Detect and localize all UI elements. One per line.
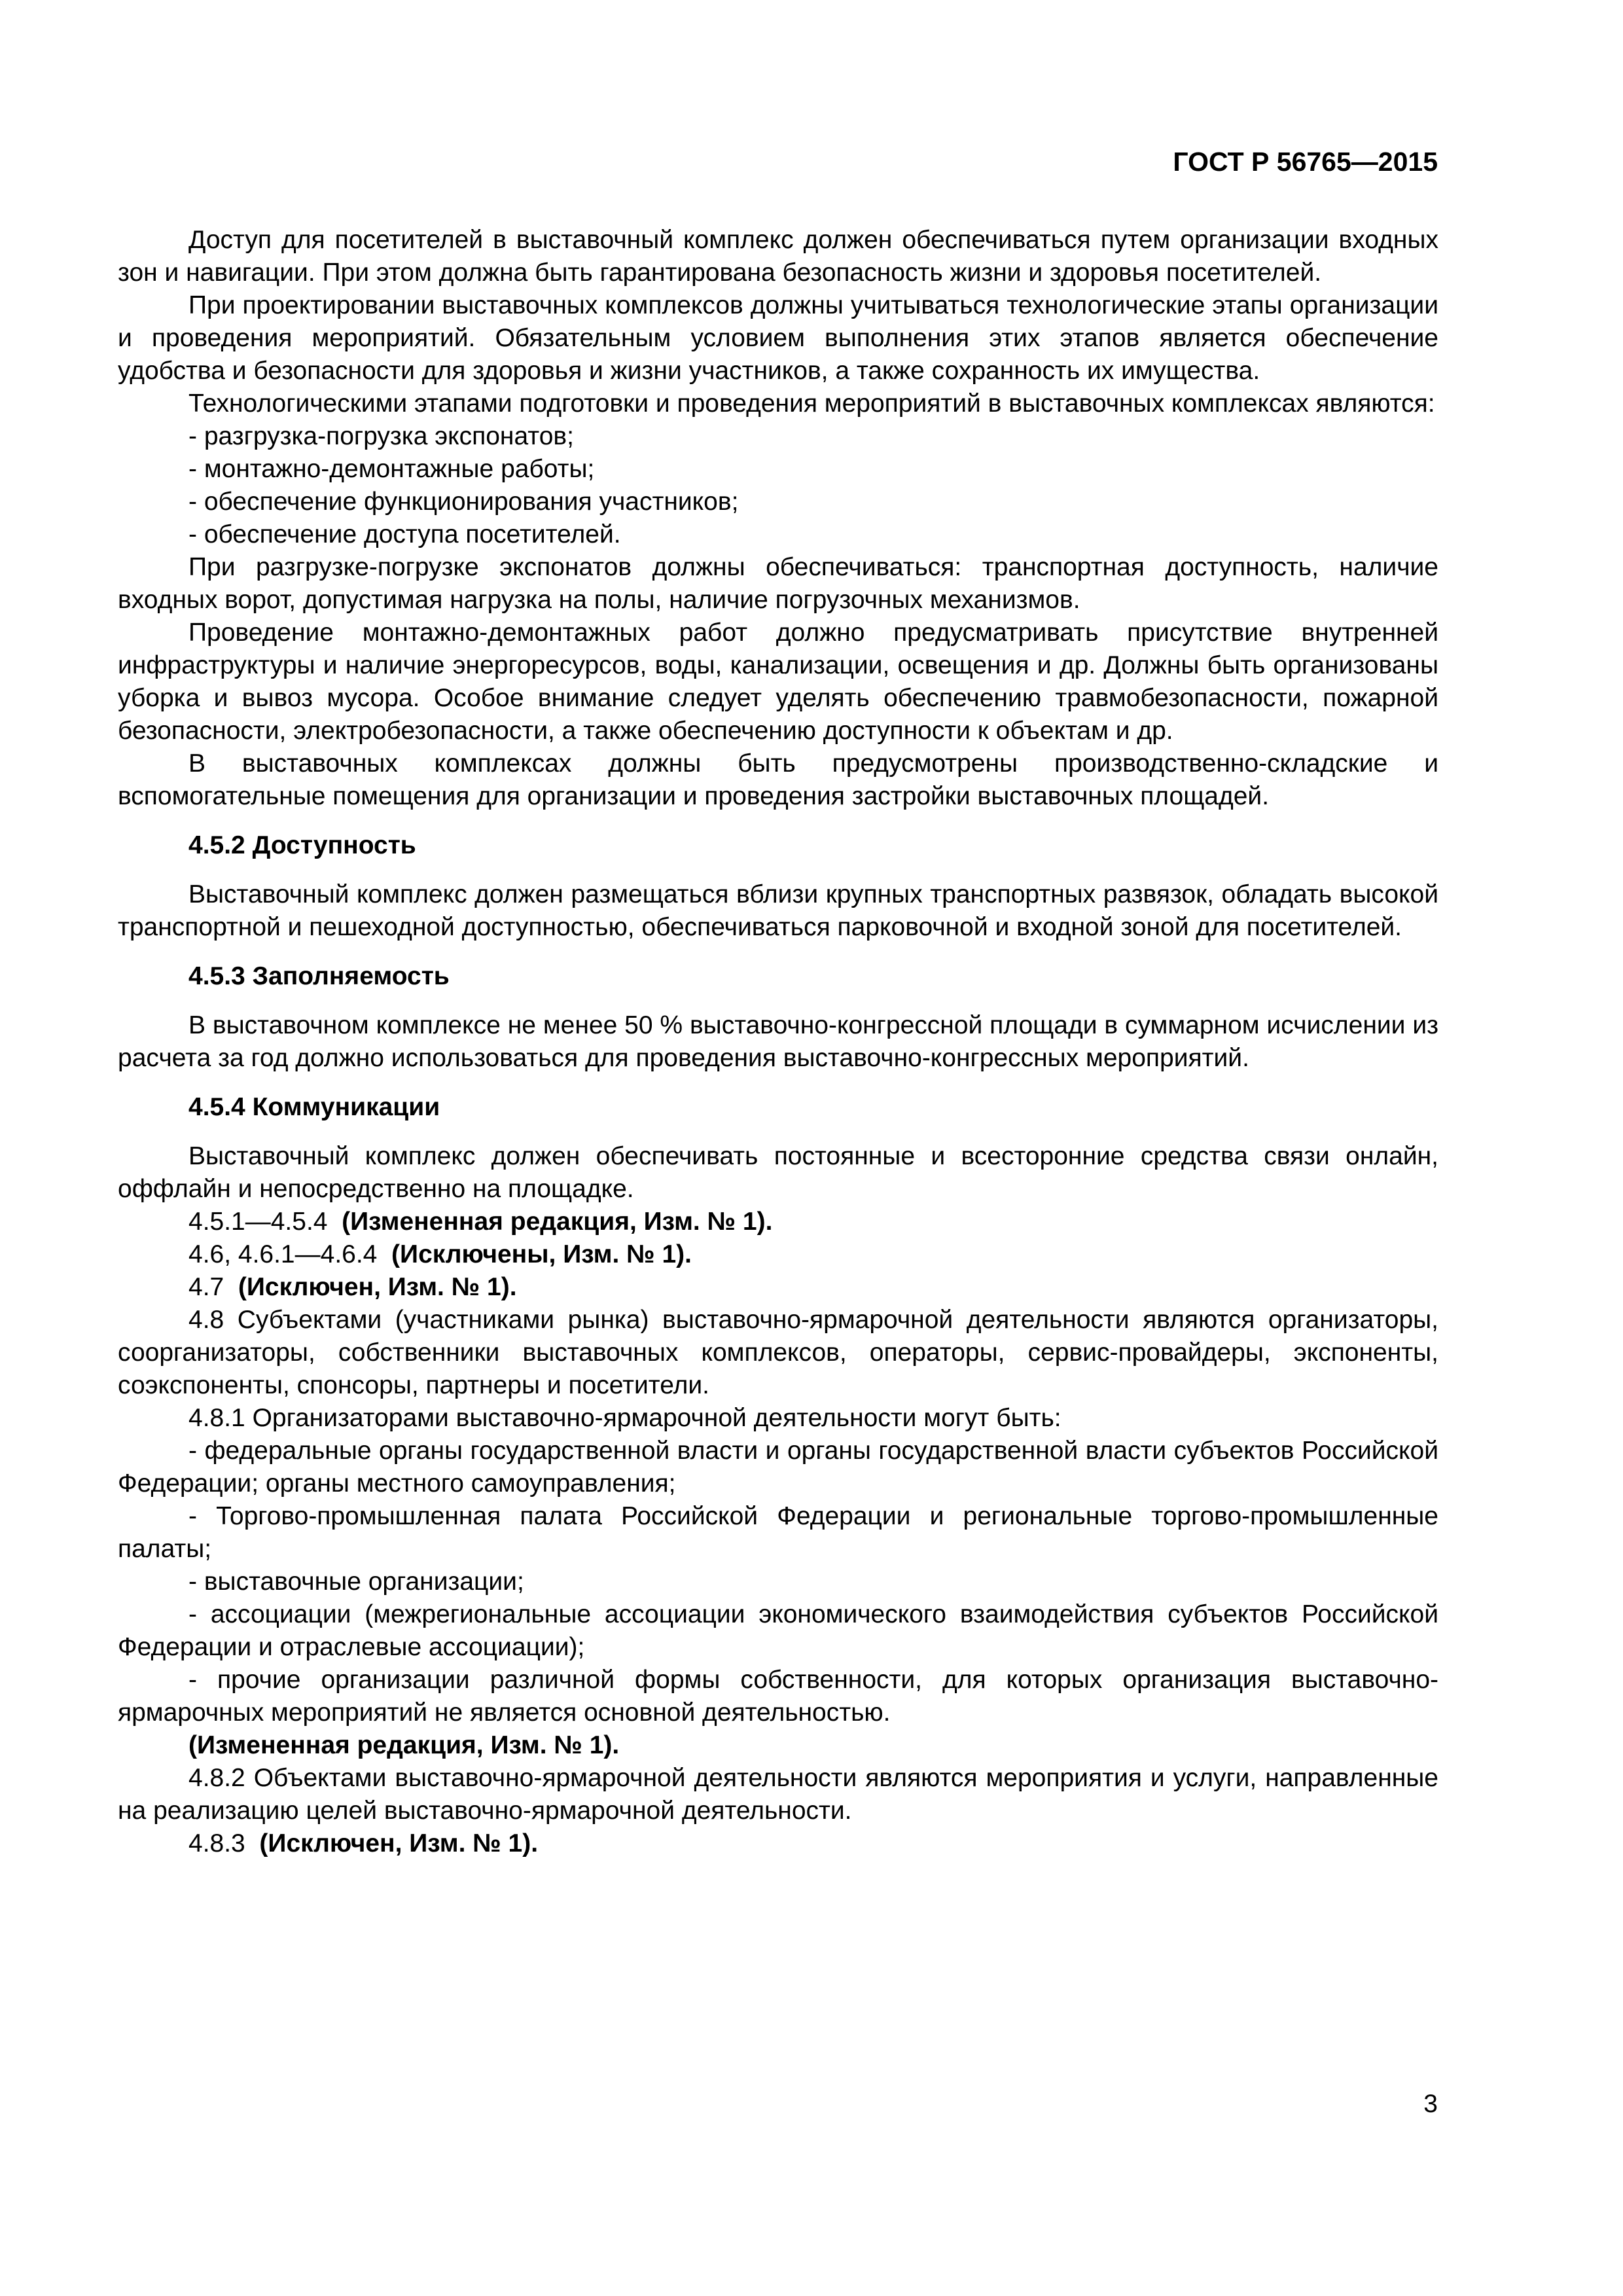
amendment-text: (Измененная редакция, Изм. № 1). <box>188 1731 620 1759</box>
amendment-note <box>118 1206 1438 1238</box>
clause-number: 4.5.1—4.5.4 <box>188 1208 328 1236</box>
paragraph-design-stages: При проектировании выставочных комплексов должны учитываться технологические этапы организации и проведения мероприятий. Обязательным условием выполнения этих этапов является обеспечение удобства и безопасности для здоровья и жизни участников, а также сохранность их имущества. <box>118 291 1438 385</box>
clause-number: 4.8.3 <box>188 1829 245 1857</box>
paragraph-loading: При разгрузке-погрузке экспонатов должны обеспечиваться: транспортная доступность, наличие входных ворот, допустимая нагрузка на полы, наличие погрузочных механизмов. <box>118 553 1438 614</box>
page-number: 3 <box>1423 2090 1438 2118</box>
paragraph-assembly: Проведение монтажно-демонтажных работ должно предусматривать присутствие внутренней инфраструктуры и наличие энергоресурсов, воды, канализации, освещения и др. Должны быть организованы уборка и вывоз мусора. Особое внимание следует уделять обеспечению травмобезопасности, пожарной безопасности, электробезопасности, а также обеспечению доступности к объектам и др. <box>118 619 1438 745</box>
list-item: - выставочные организации; <box>188 1568 524 1596</box>
list-item: - разгрузка-погрузка экспонатов; <box>188 422 574 450</box>
paragraph-accessibility: Выставочный комплекс должен размещаться вблизи крупных транспортных развязок, обладать высокой транспортной и пешеходной доступностью, обеспечиваться парковочной и входной зоной для посетителей. <box>118 880 1438 941</box>
list-item: - федеральные органы государственной власти и органы государственной власти субъектов Российской Федерации; органы местного самоуправления; <box>118 1437 1438 1498</box>
paragraph-objects: 4.8.2 Объектами выставочно-ярмарочной деятельности являются мероприятия и услуги, направленные на реализацию целей выставочно-ярмарочной деятельности. <box>118 1764 1438 1825</box>
clause-number: 4.6, 4.6.1—4.6.4 <box>188 1240 378 1268</box>
amendment-text: (Исключены, Изм. № 1). <box>391 1240 692 1268</box>
list-item: - ассоциации (межрегиональные ассоциации экономического взаимодействия субъектов Российской Федерации и отраслевые ассоциации); <box>118 1600 1438 1661</box>
amendment-note <box>118 1729 1438 1762</box>
section-heading-accessibility: 4.5.2 Доступность <box>188 831 416 859</box>
list-item: - прочие организации различной формы собственности, для которых организация выставочно-ярмарочных мероприятий не является основной деятельностью. <box>118 1666 1438 1727</box>
paragraph-subjects: 4.8 Субъектами (участниками рынка) выставочно-ярмарочной деятельности являются организаторы, соорганизаторы, собственники выставочных комплексов, операторы, сервис-провайдеры, экспоненты, соэкспоненты, спонсоры, партнеры и посетители. <box>118 1306 1438 1399</box>
paragraph-communications: Выставочный комплекс должен обеспечивать постоянные и всесторонние средства связи онлайн, оффлайн и непосредственно на площадке. <box>118 1142 1438 1203</box>
amendment-note <box>118 1238 1438 1271</box>
section-heading-communications: 4.5.4 Коммуникации <box>188 1093 440 1121</box>
paragraph-stages-intro: Технологическими этапами подготовки и проведения мероприятий в выставочных комплексах являются: <box>188 389 1435 418</box>
paragraph-organizers-intro: 4.8.1 Организаторами выставочно-ярмарочной деятельности могут быть: <box>188 1404 1061 1432</box>
document-id-header: ГОСТ Р 56765—2015 <box>1173 147 1438 177</box>
list-item: - Торгово-промышленная палата Российской Федерации и региональные торгово-промышленные палаты; <box>118 1502 1438 1563</box>
amendment-text: (Исключен, Изм. № 1). <box>238 1273 517 1301</box>
amendment-note <box>118 1827 1438 1860</box>
paragraph-occupancy: В выставочном комплексе не менее 50 % выставочно-конгрессной площади в суммарном исчислении из расчета за год должно использоваться для проведения выставочно-конгрессных мероприятий. <box>118 1011 1438 1072</box>
section-heading-occupancy: 4.5.3 Заполняемость <box>188 962 450 990</box>
paragraph-visitor-access: Доступ для посетителей в выставочный комплекс должен обеспечиваться путем организации входных зон и навигации. При этом должна быть гарантирована безопасность жизни и здоровья посетителей. <box>118 226 1438 287</box>
list-item: - обеспечение функционирования участников; <box>188 488 739 516</box>
amendment-note <box>118 1271 1438 1304</box>
list-item: - монтажно-демонтажные работы; <box>188 455 595 483</box>
list-item: - обеспечение доступа посетителей. <box>188 520 621 548</box>
paragraph-warehouse: В выставочных комплексах должны быть предусмотрены производственно-складские и вспомогательные помещения для организации и проведения застройки выставочных площадей. <box>118 749 1438 810</box>
clause-number: 4.7 <box>188 1273 224 1301</box>
amendment-text: (Измененная редакция, Изм. № 1). <box>342 1208 773 1236</box>
amendment-text: (Исключен, Изм. № 1). <box>259 1829 539 1857</box>
document-body <box>118 224 1438 1860</box>
